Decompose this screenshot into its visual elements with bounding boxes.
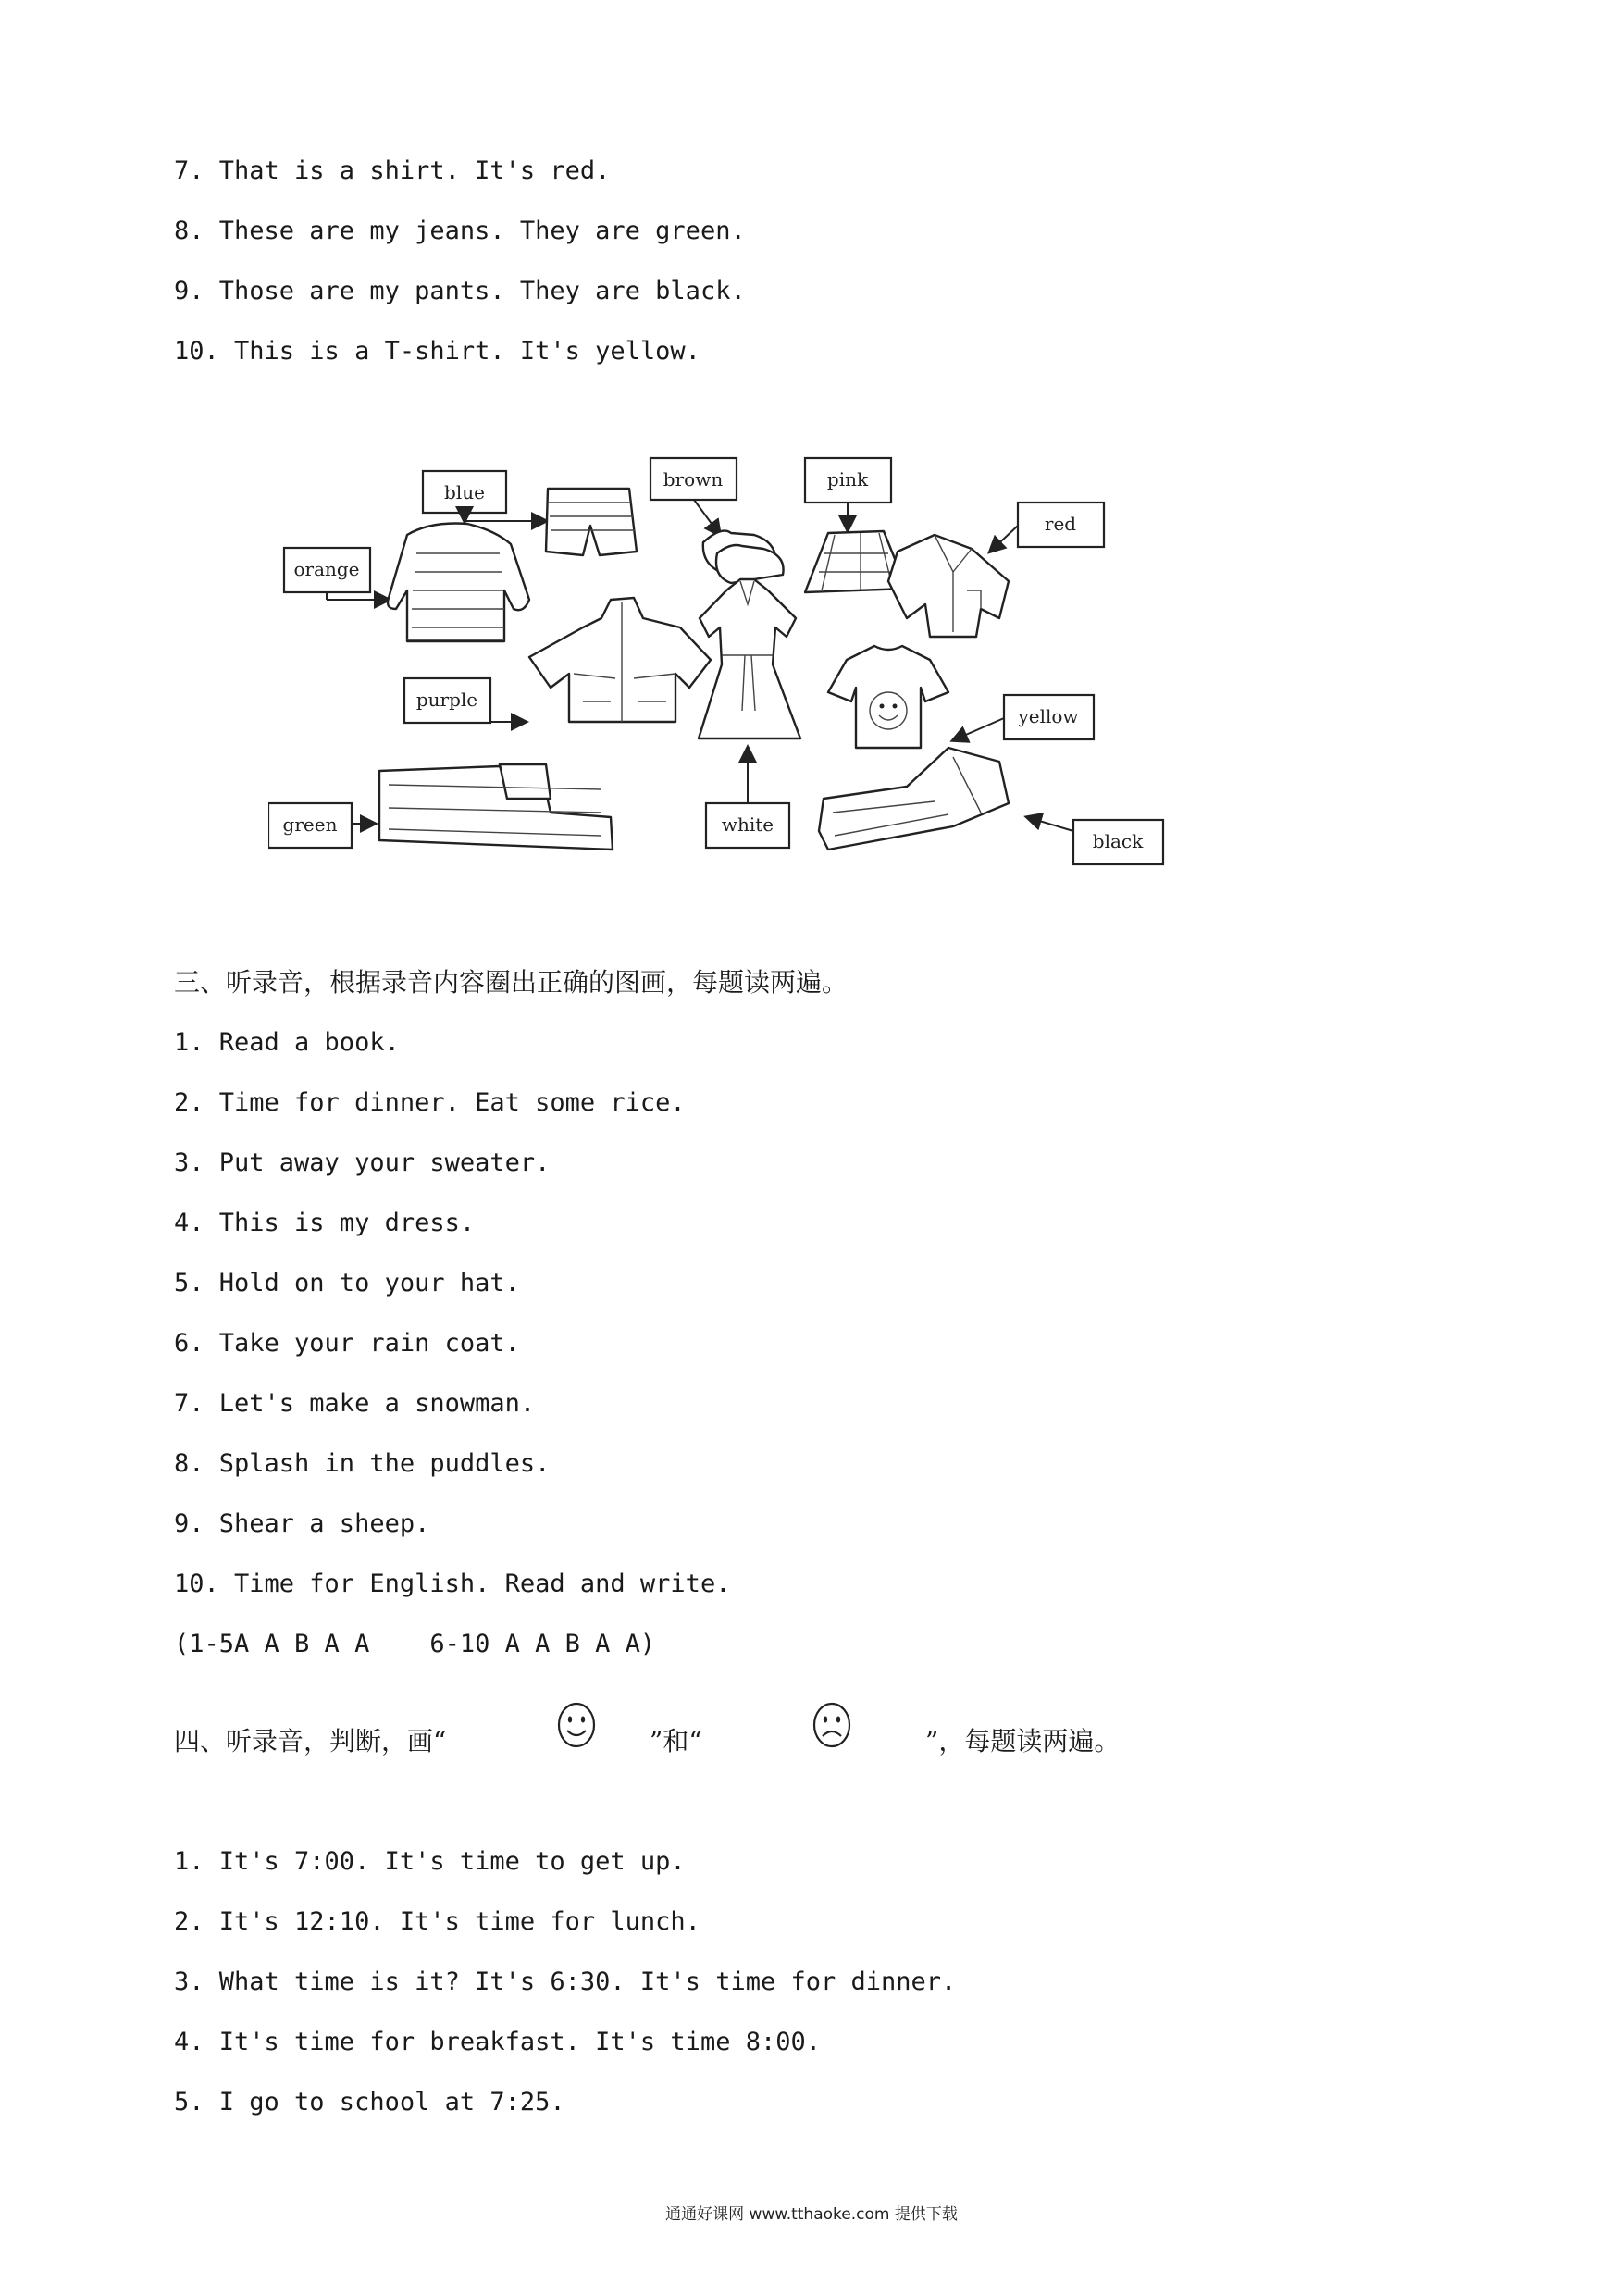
- svg-text:black: black: [1092, 830, 1144, 852]
- label-orange: [284, 548, 370, 592]
- s3-answers: (1-5A A B A A 6-10 A A B A A): [174, 1630, 656, 1658]
- jacket-drawing: [529, 598, 711, 722]
- svg-text:pink: pink: [826, 468, 869, 490]
- s4-item-4: 4. It's time for breakfast. It's time 8:00.: [174, 2028, 821, 2056]
- shorts-drawing: [546, 489, 637, 555]
- label-black: [1073, 820, 1163, 864]
- svg-text:yellow: yellow: [1018, 705, 1079, 727]
- jeans-drawing: [379, 764, 613, 850]
- s4-item-5: 5. I go to school at 7:25.: [174, 2088, 565, 2116]
- svg-text:green: green: [282, 813, 338, 836]
- tshirt-drawing: [828, 646, 948, 748]
- smiley-face-icon: [555, 1701, 598, 1749]
- svg-text:orange: orange: [293, 558, 360, 580]
- svg-text:red: red: [1044, 513, 1077, 535]
- label-pink: [805, 458, 891, 503]
- sentence-9: 9. Those are my pants. They are black.: [174, 277, 746, 305]
- s4-item-1: 1. It's 7:00. It's time to get up.: [174, 1847, 686, 1876]
- s4-item-2: 2. It's 12:10. It's time for lunch.: [174, 1907, 700, 1936]
- label-white: [706, 803, 789, 848]
- s3-item-6: 6. Take your rain coat.: [174, 1329, 520, 1358]
- page-footer: 通通好课网 www.tthaoke.com 提供下载: [665, 2205, 958, 2224]
- section3-title: 三、听录音，根据录音内容圈出正确的图画，每题读两遍。: [174, 967, 849, 998]
- s3-item-9: 9. Shear a sheep.: [174, 1509, 430, 1538]
- sweater-drawing: [388, 524, 529, 642]
- shoes-drawing: [703, 531, 784, 583]
- clothes-color-figure: [268, 442, 1175, 887]
- label-red: [1018, 503, 1104, 547]
- label-purple: [404, 678, 490, 723]
- dress-drawing: [699, 579, 800, 738]
- svg-text:blue: blue: [444, 481, 485, 503]
- s3-item-8: 8. Splash in the puddles.: [174, 1449, 551, 1478]
- svg-text:brown: brown: [663, 468, 724, 490]
- label-green: [268, 803, 352, 848]
- label-yellow: [1004, 695, 1094, 739]
- pants-drawing: [819, 748, 1009, 850]
- section4-title-part1: 四、听录音，判断，画“: [174, 1726, 447, 1756]
- s3-item-5: 5. Hold on to your hat.: [174, 1269, 520, 1297]
- label-blue: [423, 471, 506, 513]
- svg-text:purple: purple: [415, 689, 478, 711]
- label-brown: [650, 458, 737, 500]
- s3-item-2: 2. Time for dinner. Eat some rice.: [174, 1088, 686, 1117]
- svg-text:white: white: [721, 813, 774, 836]
- section4-title-part3: ”，每题读两遍。: [925, 1726, 1121, 1756]
- sentence-8: 8. These are my jeans. They are green.: [174, 217, 746, 245]
- s3-item-7: 7. Let's make a snowman.: [174, 1389, 536, 1418]
- s4-item-3: 3. What time is it? It's 6:30. It's time for dinner.: [174, 1967, 957, 1996]
- s3-item-1: 1. Read a book.: [174, 1028, 400, 1057]
- s3-item-10: 10. Time for English. Read and write.: [174, 1570, 731, 1598]
- section4-title-part2: ”和“: [650, 1726, 702, 1756]
- sentence-10: 10. This is a T-shirt. It's yellow.: [174, 337, 700, 366]
- sad-face-icon: [811, 1701, 853, 1749]
- sentence-7: 7. That is a shirt. It's red.: [174, 156, 611, 185]
- s3-item-3: 3. Put away your sweater.: [174, 1148, 551, 1177]
- s3-item-4: 4. This is my dress.: [174, 1209, 476, 1237]
